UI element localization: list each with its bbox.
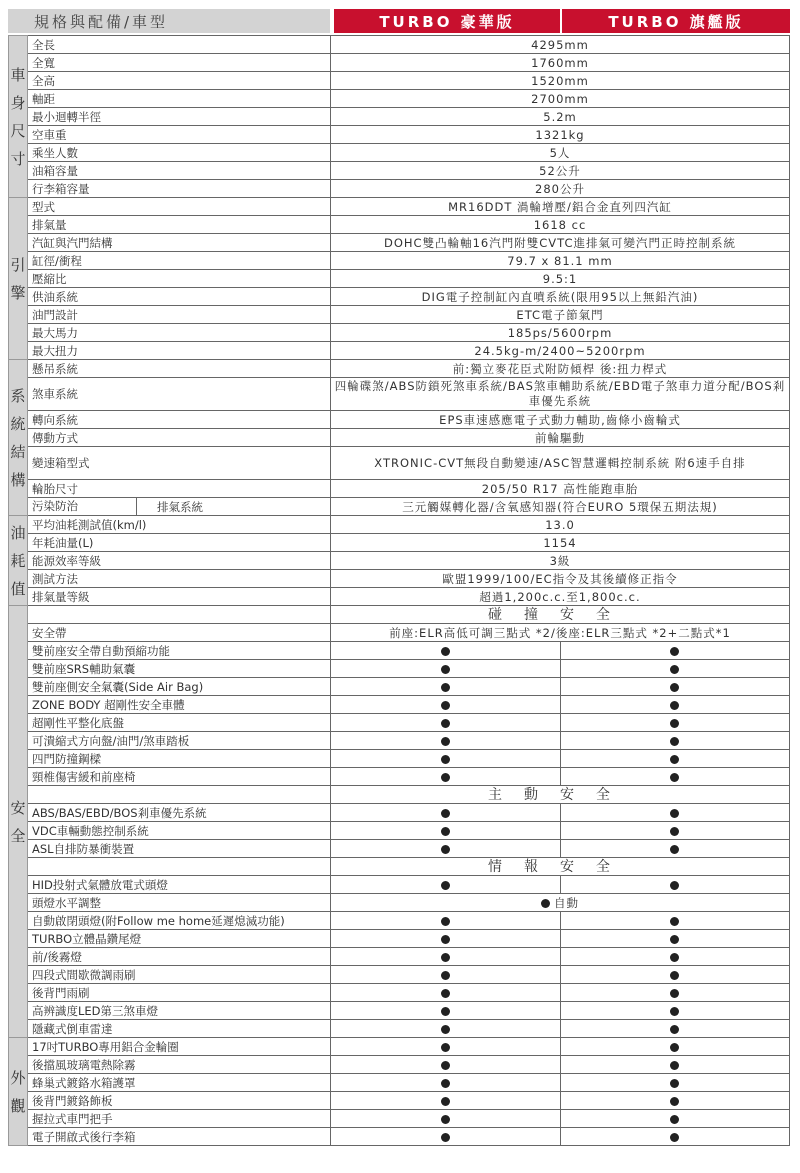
flagship-equipment-cell	[560, 876, 790, 894]
subheader-spacer	[28, 786, 331, 804]
subheader-row	[9, 786, 790, 804]
spec-row	[9, 1128, 790, 1146]
deluxe-equipment-cell	[331, 930, 561, 948]
spec-value: 1618 cc	[331, 216, 790, 234]
spec-row	[9, 1002, 790, 1020]
standard-equipment-dot	[670, 917, 679, 926]
spec-label: 頸椎傷害緩和前座椅	[28, 768, 331, 786]
spec-row	[9, 360, 790, 378]
spec-row	[9, 714, 790, 732]
spec-row	[9, 90, 790, 108]
deluxe-equipment-cell	[331, 912, 561, 930]
standard-equipment-dot	[441, 971, 450, 980]
spec-sublabel: 排氣系統	[157, 499, 203, 514]
deluxe-equipment-cell	[331, 1038, 561, 1056]
spec-row	[9, 1056, 790, 1074]
flagship-equipment-cell	[560, 822, 790, 840]
spec-label: 排氣量等級	[28, 588, 331, 606]
flagship-equipment-cell	[560, 696, 790, 714]
spec-label: 傳動方式	[28, 429, 331, 447]
standard-equipment-dot	[670, 647, 679, 656]
spec-value: 280公升	[331, 180, 790, 198]
category-label: 車身尺寸	[9, 36, 28, 198]
standard-equipment-dot	[441, 1025, 450, 1034]
flagship-equipment-cell	[560, 1110, 790, 1128]
category-label: 油耗值	[9, 516, 28, 606]
deluxe-equipment-cell	[331, 732, 561, 750]
standard-equipment-dot	[441, 755, 450, 764]
standard-equipment-dot	[670, 773, 679, 782]
spec-value: 三元觸媒轉化器/含氧感知器(符合EURO 5環保五期法規)	[331, 498, 790, 516]
spec-label: 空車重	[28, 126, 331, 144]
spec-value: 前座:ELR高低可調三點式 *2/後座:ELR三點式 *2+二點式*1	[331, 624, 790, 642]
spec-row	[9, 1038, 790, 1056]
deluxe-equipment-cell	[331, 876, 561, 894]
spec-row	[9, 72, 790, 90]
header-model-deluxe: TURBO 豪華版	[334, 9, 560, 33]
spec-row	[9, 144, 790, 162]
standard-equipment-dot	[441, 1061, 450, 1070]
spec-row	[9, 732, 790, 750]
spec-value	[331, 894, 790, 912]
header-spec-label: 規格與配備/車型	[8, 9, 330, 33]
spec-label: 型式	[28, 198, 331, 216]
spec-row	[9, 306, 790, 324]
spec-label: 蜂巢式鍍鉻水箱護罩	[28, 1074, 331, 1092]
spec-label: 全長	[28, 36, 331, 54]
deluxe-equipment-cell	[331, 1074, 561, 1092]
standard-equipment-dot	[441, 683, 450, 692]
spec-row	[9, 840, 790, 858]
spec-label: 隱藏式倒車雷達	[28, 1020, 331, 1038]
spec-label: 17吋TURBO專用鋁合金輪圈	[28, 1038, 331, 1056]
spec-value: 79.7 x 81.1 mm	[331, 252, 790, 270]
spec-label: 最小迴轉半徑	[28, 108, 331, 126]
spec-row	[9, 624, 790, 642]
spec-label: 全高	[28, 72, 331, 90]
spec-row	[9, 252, 790, 270]
flagship-equipment-cell	[560, 930, 790, 948]
spec-label: 後背門鍍鉻飾板	[28, 1092, 331, 1110]
spec-label: 後背門雨刷	[28, 984, 331, 1002]
standard-equipment-dot	[441, 1007, 450, 1016]
subheader-spacer	[28, 858, 331, 876]
standard-equipment-dot	[670, 809, 679, 818]
deluxe-equipment-cell	[331, 1092, 561, 1110]
flagship-equipment-cell	[560, 1038, 790, 1056]
standard-equipment-dot	[670, 719, 679, 728]
standard-equipment-dot	[441, 773, 450, 782]
spec-table	[8, 35, 790, 1146]
spec-row	[9, 198, 790, 216]
spec-row	[9, 498, 790, 516]
standard-equipment-dot	[441, 809, 450, 818]
standard-equipment-dot	[441, 1115, 450, 1124]
deluxe-equipment-cell	[331, 678, 561, 696]
deluxe-equipment-cell	[331, 660, 561, 678]
spec-value: 四輪碟煞/ABS防鎖死煞車系統/BAS煞車輔助系統/EBD電子煞車力道分配/BOS剎車優先系統	[331, 378, 790, 411]
flagship-equipment-cell	[560, 1092, 790, 1110]
spec-row	[9, 804, 790, 822]
standard-equipment-dot	[670, 881, 679, 890]
spec-row	[9, 1074, 790, 1092]
spec-value: 前輪驅動	[331, 429, 790, 447]
standard-equipment-dot	[670, 755, 679, 764]
standard-equipment-dot	[670, 953, 679, 962]
category-label: 系統結構	[9, 360, 28, 516]
spec-row	[9, 480, 790, 498]
spec-value: 1520mm	[331, 72, 790, 90]
spec-label: 安全帶	[28, 624, 331, 642]
flagship-equipment-cell	[560, 1056, 790, 1074]
header-model-flagship: TURBO 旗艦版	[562, 9, 790, 33]
spec-value: MR16DDT 渦輪增壓/鋁合金直列四汽缸	[331, 198, 790, 216]
spec-value: DOHC雙凸輪軸16汽門附雙CVTC進排氣可變汽門正時控制系統	[331, 234, 790, 252]
spec-row	[9, 876, 790, 894]
subheader-row	[9, 858, 790, 876]
spec-value: 1154	[331, 534, 790, 552]
spec-row	[9, 768, 790, 786]
deluxe-equipment-cell	[331, 1110, 561, 1128]
flagship-equipment-cell	[560, 768, 790, 786]
spec-row	[9, 984, 790, 1002]
standard-equipment-dot	[670, 845, 679, 854]
standard-equipment-dot	[441, 917, 450, 926]
spec-row	[9, 966, 790, 984]
spec-label: 煞車系統	[28, 378, 331, 411]
spec-label: VDC車輛動態控制系統	[28, 822, 331, 840]
standard-equipment-dot	[441, 845, 450, 854]
spec-value: 3級	[331, 552, 790, 570]
spec-label-split	[32, 498, 330, 515]
spec-label: 年耗油量(L)	[28, 534, 331, 552]
deluxe-equipment-cell	[331, 642, 561, 660]
spec-value: 185ps/5600rpm	[331, 324, 790, 342]
standard-equipment-dot	[670, 1115, 679, 1124]
spec-row	[9, 1020, 790, 1038]
subheader-title: 主動安全	[331, 786, 790, 804]
spec-label: 四段式間歇微調雨刷	[28, 966, 331, 984]
spec-value: DIG電子控制缸內直噴系統(限用95以上無鉛汽油)	[331, 288, 790, 306]
spec-value: 前:獨立麥花臣式附防傾桿 後:扭力桿式	[331, 360, 790, 378]
standard-equipment-dot	[670, 989, 679, 998]
spec-label: ASL自排防暴衝裝置	[28, 840, 331, 858]
spec-label: 轉向系統	[28, 411, 331, 429]
spec-row	[9, 642, 790, 660]
spec-label: 高辨識度LED第三煞車燈	[28, 1002, 331, 1020]
spec-row	[9, 516, 790, 534]
spec-row	[9, 912, 790, 930]
standard-equipment-dot	[670, 1097, 679, 1106]
standard-equipment-dot	[441, 647, 450, 656]
category-label: 引擎	[9, 198, 28, 360]
subheader-row	[9, 606, 790, 624]
spec-label: 雙前座SRS輔助氣囊	[28, 660, 331, 678]
spec-label: HID投射式氣體放電式頭燈	[28, 876, 331, 894]
deluxe-equipment-cell	[331, 948, 561, 966]
flagship-equipment-cell	[560, 750, 790, 768]
deluxe-equipment-cell	[331, 1002, 561, 1020]
spec-label: 軸距	[28, 90, 331, 108]
flagship-equipment-cell	[560, 732, 790, 750]
flagship-equipment-cell	[560, 678, 790, 696]
spec-value: 2700mm	[331, 90, 790, 108]
flagship-equipment-cell	[560, 642, 790, 660]
flagship-equipment-cell	[560, 1020, 790, 1038]
spec-label: 缸徑/衝程	[28, 252, 331, 270]
spec-label: 乘坐人數	[28, 144, 331, 162]
deluxe-equipment-cell	[331, 696, 561, 714]
spec-row	[9, 411, 790, 429]
spec-row	[9, 234, 790, 252]
standard-equipment-dot	[441, 665, 450, 674]
standard-equipment-dot	[670, 1061, 679, 1070]
standard-equipment-dot	[670, 971, 679, 980]
spec-label-main: 污染防治	[32, 498, 137, 515]
standard-equipment-dot	[441, 737, 450, 746]
standard-equipment-dot	[670, 827, 679, 836]
flagship-equipment-cell	[560, 984, 790, 1002]
spec-label: 後擋風玻璃電熱除霧	[28, 1056, 331, 1074]
spec-label: 電子開啟式後行李箱	[28, 1128, 331, 1146]
spec-value: EPS車速感應電子式動力輔助,齒條小齒輪式	[331, 411, 790, 429]
deluxe-equipment-cell	[331, 750, 561, 768]
spec-row	[9, 378, 790, 411]
spec-label: ABS/BAS/EBD/BOS剎車優先系統	[28, 804, 331, 822]
spec-label: 前/後霧燈	[28, 948, 331, 966]
standard-equipment-dot	[441, 827, 450, 836]
deluxe-equipment-cell	[331, 1020, 561, 1038]
spec-value: ETC電子節氣門	[331, 306, 790, 324]
flagship-equipment-cell	[560, 840, 790, 858]
standard-equipment-dot	[670, 1079, 679, 1088]
standard-equipment-dot	[670, 1133, 679, 1142]
spec-row	[9, 180, 790, 198]
flagship-equipment-cell	[560, 714, 790, 732]
standard-equipment-dot	[541, 899, 550, 908]
spec-value: 1760mm	[331, 54, 790, 72]
spec-row	[9, 660, 790, 678]
spec-label: 測試方法	[28, 570, 331, 588]
spec-row	[9, 678, 790, 696]
standard-equipment-dot	[441, 1097, 450, 1106]
spec-row	[9, 108, 790, 126]
standard-equipment-dot	[441, 989, 450, 998]
spec-row	[9, 894, 790, 912]
deluxe-equipment-cell	[331, 1056, 561, 1074]
standard-equipment-dot	[670, 1007, 679, 1016]
spec-label: 輪胎尺寸	[28, 480, 331, 498]
deluxe-equipment-cell	[331, 1128, 561, 1146]
spec-label: 汽缸與汽門結構	[28, 234, 331, 252]
spec-row	[9, 126, 790, 144]
spec-row	[9, 447, 790, 480]
deluxe-equipment-cell	[331, 714, 561, 732]
subheader-title: 情報安全	[331, 858, 790, 876]
spec-value: 9.5:1	[331, 270, 790, 288]
spec-label: 供油系統	[28, 288, 331, 306]
spec-row	[9, 534, 790, 552]
spec-row	[9, 822, 790, 840]
standard-equipment-dot	[670, 701, 679, 710]
flagship-equipment-cell	[560, 660, 790, 678]
spec-label: ZONE BODY 超剛性安全車體	[28, 696, 331, 714]
standard-equipment-dot	[441, 701, 450, 710]
spec-row	[9, 588, 790, 606]
flagship-equipment-cell	[560, 1074, 790, 1092]
spec-label: 平均油耗測試值(km/l)	[28, 516, 331, 534]
spec-label: 油箱容量	[28, 162, 331, 180]
deluxe-equipment-cell	[331, 768, 561, 786]
deluxe-equipment-cell	[331, 840, 561, 858]
spec-value: 13.0	[331, 516, 790, 534]
spec-label: 最大扭力	[28, 342, 331, 360]
subheader-spacer	[28, 606, 331, 624]
deluxe-equipment-cell	[331, 804, 561, 822]
category-label: 外觀	[9, 1038, 28, 1146]
spec-value: XTRONIC-CVT無段自動變速/ASC智慧邏輯控制系統 附6速手自排	[331, 447, 790, 480]
spec-row	[9, 750, 790, 768]
standard-equipment-dot	[441, 881, 450, 890]
spec-label: TURBO立體晶鑽尾燈	[28, 930, 331, 948]
spec-label: 頭燈水平調整	[28, 894, 331, 912]
standard-equipment-dot	[670, 737, 679, 746]
standard-equipment-dot	[441, 719, 450, 728]
spec-row	[9, 429, 790, 447]
spec-label	[28, 498, 331, 516]
spec-label: 最大馬力	[28, 324, 331, 342]
spec-label: 四門防撞鋼樑	[28, 750, 331, 768]
spec-value: 4295mm	[331, 36, 790, 54]
standard-equipment-dot	[670, 683, 679, 692]
deluxe-equipment-cell	[331, 822, 561, 840]
subheader-title: 碰撞安全	[331, 606, 790, 624]
flagship-equipment-cell	[560, 804, 790, 822]
flagship-equipment-cell	[560, 1128, 790, 1146]
spec-label: 懸吊系統	[28, 360, 331, 378]
spec-value: 1321kg	[331, 126, 790, 144]
spec-value-text: 自動	[554, 895, 579, 910]
spec-label: 可潰縮式方向盤/油門/煞車踏板	[28, 732, 331, 750]
standard-equipment-dot	[670, 665, 679, 674]
spec-row	[9, 696, 790, 714]
spec-row	[9, 930, 790, 948]
spec-row	[9, 570, 790, 588]
spec-row	[9, 342, 790, 360]
spec-label: 行李箱容量	[28, 180, 331, 198]
spec-value: 5人	[331, 144, 790, 162]
spec-row	[9, 216, 790, 234]
deluxe-equipment-cell	[331, 966, 561, 984]
spec-value: 5.2m	[331, 108, 790, 126]
spec-row	[9, 54, 790, 72]
spec-row	[9, 36, 790, 54]
spec-row	[9, 270, 790, 288]
standard-equipment-dot	[441, 935, 450, 944]
spec-label: 全寬	[28, 54, 331, 72]
standard-equipment-dot	[441, 953, 450, 962]
spec-value: 205/50 R17 高性能跑車胎	[331, 480, 790, 498]
standard-equipment-dot	[441, 1133, 450, 1142]
spec-value: 歐盟1999/100/EC指令及其後續修正指令	[331, 570, 790, 588]
spec-label: 油門設計	[28, 306, 331, 324]
spec-label: 能源效率等級	[28, 552, 331, 570]
flagship-equipment-cell	[560, 948, 790, 966]
standard-equipment-dot	[670, 1043, 679, 1052]
flagship-equipment-cell	[560, 1002, 790, 1020]
spec-label: 雙前座安全帶自動預縮功能	[28, 642, 331, 660]
spec-row	[9, 552, 790, 570]
standard-equipment-dot	[441, 1043, 450, 1052]
spec-value: 52公升	[331, 162, 790, 180]
spec-label: 超剛性平整化底盤	[28, 714, 331, 732]
spec-label: 雙前座側安全氣囊(Side Air Bag)	[28, 678, 331, 696]
spec-value: 24.5kg-m/2400~5200rpm	[331, 342, 790, 360]
flagship-equipment-cell	[560, 966, 790, 984]
spec-label: 握拉式車門把手	[28, 1110, 331, 1128]
flagship-equipment-cell	[560, 912, 790, 930]
spec-value: 超過1,200c.c.至1,800c.c.	[331, 588, 790, 606]
spec-row	[9, 948, 790, 966]
deluxe-equipment-cell	[331, 984, 561, 1002]
spec-row	[9, 288, 790, 306]
category-label: 安全	[9, 606, 28, 1038]
spec-label: 變速箱型式	[28, 447, 331, 480]
spec-label: 壓縮比	[28, 270, 331, 288]
spec-label: 自動啟閉頭燈(附Follow me home延遲熄滅功能)	[28, 912, 331, 930]
spec-row	[9, 324, 790, 342]
spec-label: 排氣量	[28, 216, 331, 234]
standard-equipment-dot	[670, 1025, 679, 1034]
standard-equipment-dot	[670, 935, 679, 944]
spec-row	[9, 1092, 790, 1110]
standard-equipment-dot	[441, 1079, 450, 1088]
spec-row	[9, 162, 790, 180]
spec-row	[9, 1110, 790, 1128]
